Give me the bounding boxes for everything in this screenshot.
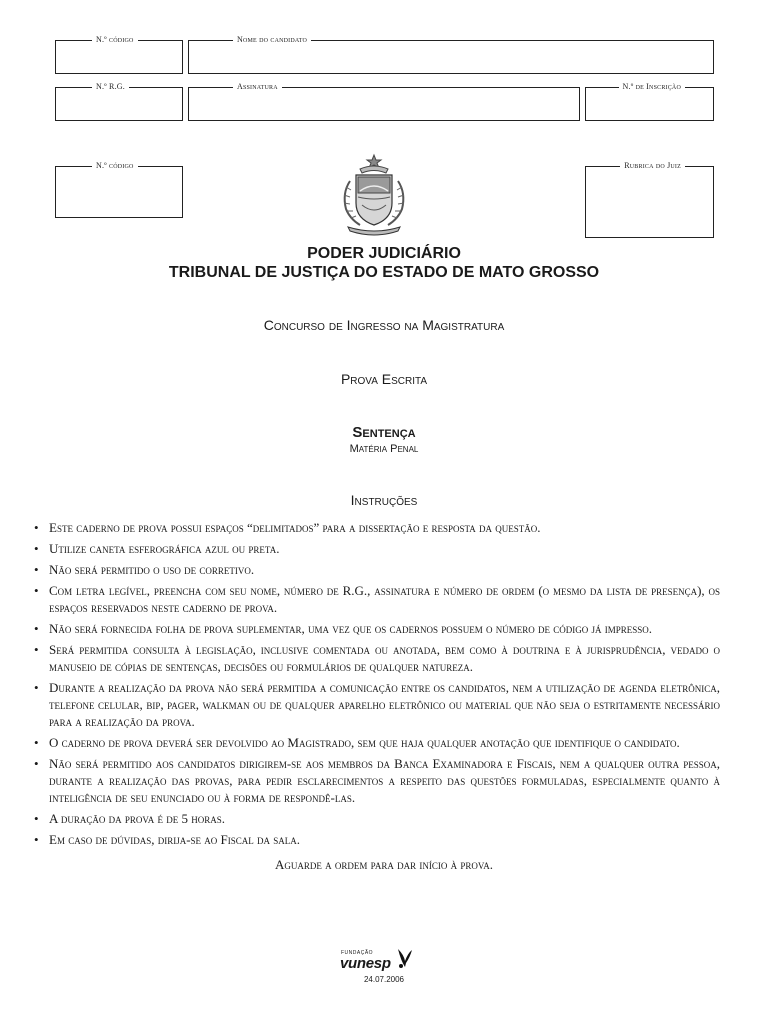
instruction-item <box>34 641 720 675</box>
bullet-icon: • <box>34 541 39 556</box>
rubrica-label: Rubrica do Juiz <box>620 160 685 172</box>
footer-date: 24.07.2006 <box>363 975 405 984</box>
header-line-1: PODER JUDICIÁRIO <box>307 245 461 262</box>
bullet-icon: • <box>34 642 39 657</box>
instruction-item <box>34 734 720 751</box>
bullet-icon: • <box>34 621 39 636</box>
instruction-item <box>34 620 720 637</box>
closing-text: Aguarde a ordem para dar início à prova. <box>275 857 493 872</box>
bullet-icon: • <box>34 811 39 826</box>
concurso-title: Concurso de Ingresso na Magistratura <box>263 317 505 333</box>
bullet-icon: • <box>34 583 39 598</box>
instruction-text: Não será permitido o uso de corretivo. <box>49 562 255 577</box>
rubrica-field[interactable] <box>585 161 714 238</box>
instructions-list <box>34 519 720 852</box>
instruction-item <box>34 540 720 557</box>
instruction-text: Este caderno de prova possui espaços “delimitados” para a dissertação e resposta da questão. <box>49 520 541 535</box>
nome-field[interactable] <box>188 35 714 74</box>
instruction-item <box>34 679 720 730</box>
assinatura-label: Assinatura <box>233 81 282 93</box>
leaf-icon <box>396 947 414 969</box>
bullet-icon: • <box>34 735 39 750</box>
bullet-icon: • <box>34 562 39 577</box>
bullet-icon: • <box>34 680 39 695</box>
rg-label: N.º R.G. <box>92 81 129 93</box>
instruction-text: Não será fornecida folha de prova suplementar, uma vez que os cadernos possuem o número de código já impresso. <box>49 621 653 636</box>
logo-main-text: vunesp <box>340 955 391 972</box>
bullet-icon: • <box>34 832 39 847</box>
rg-field[interactable] <box>55 82 183 121</box>
inscricao-field[interactable] <box>585 82 714 121</box>
vunesp-logo <box>340 947 420 977</box>
codigo-field-top[interactable] <box>55 35 183 74</box>
prova-title: Prova Escrita <box>340 371 428 387</box>
codigo-field-mid[interactable] <box>55 161 183 218</box>
header-line-2: TRIBUNAL DE JUSTIÇA DO ESTADO DE MATO GROSSO <box>168 264 600 281</box>
codigo-label-mid: N.º código <box>92 160 138 172</box>
bullet-icon: • <box>34 520 39 535</box>
codigo-label-top: N.º código <box>92 34 138 46</box>
instruction-text: Não será permitido aos candidatos dirigirem-se aos membros da Banca Examinadora e Fiscais, nem a qualquer outra pessoa, durante a realização das provas, para pedir esclarecimentos a respeito das questões formuladas, especialmente quanto à inteligência de seu enunciado ou à forma de respondê-las. <box>49 756 720 805</box>
inscricao-label: N.º de Inscrição <box>619 81 685 93</box>
instruction-text: Em caso de dúvidas, dirija-se ao Fiscal da sala. <box>49 832 301 847</box>
instruction-item <box>34 831 720 848</box>
bullet-icon: • <box>34 756 39 771</box>
tipo-title: Sentença <box>352 424 416 441</box>
instruction-item <box>34 519 720 536</box>
logo-small-text: FUNDAÇÃO <box>341 950 374 956</box>
instruction-item <box>34 755 720 806</box>
instruction-text: Durante a realização da prova não será permitida a comunicação entre os candidatos, nem a utilização de agenda eletrônica, telefone celular, bip, pager, walkman ou de qualquer aparelho eletrônico ou material que não seja o estritamente necessário para a realização da prova. <box>49 680 720 729</box>
assinatura-field[interactable] <box>188 82 580 121</box>
instruction-item <box>34 561 720 578</box>
coat-of-arms-icon <box>336 153 412 237</box>
instruction-text: Será permitida consulta à legislação, inclusive comentada ou anotada, bem como à doutrina e à jurisprudência, vedado o manuseio de cópias de sentenças, decisões ou formulários de qualquer natureza. <box>49 642 720 674</box>
instruction-text: O caderno de prova deverá ser devolvido ao Magistrado, sem que haja qualquer anotação que identifique o candidato. <box>49 735 680 750</box>
materia-title: Matéria Penal <box>349 443 419 455</box>
instruction-item <box>34 810 720 827</box>
instruction-text: A duração da prova é de 5 horas. <box>49 811 226 826</box>
instruction-item <box>34 582 720 616</box>
nome-label: Nome do candidato <box>233 34 311 46</box>
instrucoes-title: Instruções <box>350 492 418 508</box>
instruction-text: Com letra legível, preencha com seu nome, número de R.G., assinatura e número de ordem (o mesmo da lista de presença), os espaços reservados neste caderno de prova. <box>49 583 720 615</box>
instruction-text: Utilize caneta esferográfica azul ou preta. <box>49 541 280 556</box>
